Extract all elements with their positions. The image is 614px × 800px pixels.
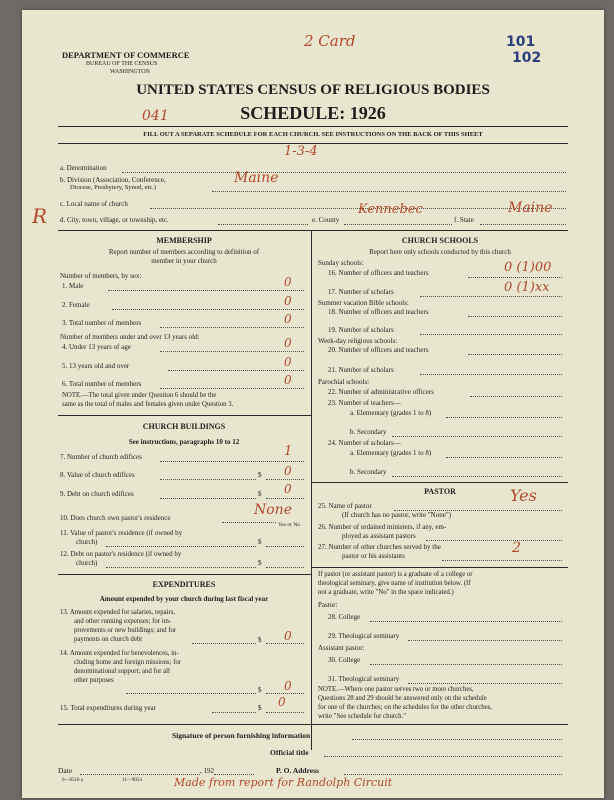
membership-q2: 2. Female [62, 301, 90, 309]
pastor-heading: PASTOR [424, 487, 456, 496]
expenditures-q15: 15. Total expenditures during year [60, 704, 156, 712]
pastor-note-line1: NOTE.—Where one pastor serves two or more churches, [318, 686, 474, 693]
membership-note-1: NOTE.—The total given under Question 6 should be the [62, 392, 217, 399]
schools-q18: 18. Number of officers and teachers [328, 308, 429, 316]
expenditures-q14-dollar: $ [258, 686, 262, 694]
church-schools-heading: CHURCH SCHOOLS [401, 236, 479, 245]
instruction-line: FILL OUT A SEPARATE SCHEDULE FOR EACH CHURCH. SEE INSTRUCTIONS ON THE BACK OF THIS SHEET [143, 131, 483, 138]
buildings-q11-cont: church) [76, 538, 98, 546]
membership-q5: 5. 13 years old and over [62, 362, 130, 370]
summer-schools-label: Summer vacation Bible schools: [318, 299, 409, 307]
schools-q21: 21. Number of scholars [328, 366, 394, 374]
expenditures-q14-line1: 14. Amount expended for benevolences, in- [60, 650, 179, 657]
schools-q16-value: 0 (1)00 [504, 260, 552, 275]
buildings-q11: 11. Value of pastor's residence (if owned by [60, 529, 183, 537]
expenditures-q13-dollar: $ [258, 636, 262, 644]
schools-q24b: b. Secondary [350, 468, 387, 476]
church-buildings-subheading: See instructions, paragraphs 10 to 12 [128, 438, 240, 446]
weekday-schools-label: Week-day religious schools: [318, 337, 398, 345]
expenditures-q13-value: 0 [284, 629, 292, 643]
handwritten-form-number: 041 [142, 108, 169, 124]
schools-q24a: a. Elementary (grades 1 to 8) [350, 449, 432, 457]
buildings-q12-dollar: $ [258, 559, 262, 567]
schools-q17-value: 0 (1)xx [504, 280, 550, 295]
membership-q2-value: 0 [284, 294, 292, 308]
schools-q17: 17. Number of scholars [328, 288, 394, 296]
expenditures-q14-line4: other purposes [74, 677, 114, 684]
pastor-note-line4: write "See schedule for church." [318, 713, 407, 720]
buildings-q12-cont: church) [76, 559, 98, 567]
membership-age-label: Number of members under and over 13 years old: [60, 333, 200, 341]
state-label: f. State [454, 216, 474, 224]
pastor-note-line2: Questions 28 and 29 should be answered only on the schedule [318, 695, 487, 702]
sunday-schools-label: Sunday schools: [318, 259, 364, 267]
schools-q20: 20. Number of officers and teachers [328, 346, 429, 354]
expenditures-q13-line2: and other running expenses; for im- [74, 618, 172, 625]
membership-q5-value: 0 [284, 355, 292, 369]
state-value: Maine [508, 200, 553, 216]
assistant-pastor-label: Assistant pastor: [318, 644, 365, 652]
college-note-line3: not a graduate, write "No" in the space indicated.) [318, 589, 454, 596]
membership-q1-value: 0 [284, 275, 292, 289]
city-label: d. City, town, village, or township, etc. [60, 216, 169, 224]
buildings-q8: 8. Value of church edifices [60, 471, 135, 479]
expenditures-q14-line2: cluding home and foreign missions; for [74, 659, 182, 666]
pastor-q31: 31. Theological seminary [328, 675, 400, 683]
membership-q1: 1. Male [62, 282, 84, 290]
college-note-line2: theological seminary, give name of institution below. (If [318, 580, 471, 587]
print-code: 11—9054 [122, 778, 142, 783]
buildings-q9: 9. Debt on church edifices [60, 490, 134, 498]
membership-q6: 6. Total number of members [62, 380, 142, 388]
pastor-q25-value: Yes [510, 486, 537, 505]
division-value: Maine [234, 170, 279, 186]
schools-q23b: b. Secondary [350, 428, 387, 436]
buildings-q7: 7. Number of church edifices [60, 453, 142, 461]
pastor-note-line3: for one of the churches; on the schedules for the other churches, [318, 704, 493, 711]
census-form-page [22, 10, 604, 798]
pastor-label: Pastor: [318, 601, 338, 609]
form-code: 6—8518 a [62, 778, 83, 783]
pastor-q29: 29. Theological seminary [328, 632, 400, 640]
expenditures-subheading: Amount expended by your church during last fiscal year [99, 595, 269, 603]
schools-q22: 22. Number of administrative officers [328, 388, 434, 396]
church-schools-subheading: Report here only schools conducted by this church [369, 248, 511, 256]
local-name-label: c. Local name of church [60, 200, 128, 208]
division-sublabel: Diocese, Presbytery, Synod, etc.) [70, 184, 157, 191]
buildings-q10: 10. Does church own pastor's residence [60, 514, 171, 522]
pastor-q30: 30. College [328, 656, 361, 664]
schools-q23a: a. Elementary (grades 1 to 8) [350, 409, 432, 417]
stamped-number-bottom: 102 [512, 50, 542, 66]
expenditures-q13-line1: 13. Amount expended for salaries, repairs, [60, 609, 176, 616]
buildings-q9-dollar: $ [258, 490, 262, 498]
buildings-q12: 12. Debt on pastor's residence (if owned by [60, 550, 182, 558]
pastor-q26: 26. Number of ordained ministers, if any, em- [318, 523, 447, 531]
membership-by-sex-label: Number of members, by sex: [60, 272, 142, 280]
official-title-label: Official title [270, 748, 309, 757]
schools-q16: 16. Number of officers and teachers [328, 269, 429, 277]
schools-q19: 19. Number of scholars [328, 326, 394, 334]
buildings-q7-value: 1 [284, 444, 293, 459]
yes-or-no-label: Yes or No [278, 522, 301, 528]
buildings-q9-value: 0 [284, 482, 292, 496]
expenditures-q14-line3: denominational support; and for all [74, 668, 170, 675]
handwritten-r-mark: R [32, 204, 48, 228]
pastor-q25-note: (If church has no pastor, write "None") [342, 511, 452, 519]
pastor-q27: 27. Number of other churches served by the [318, 543, 441, 551]
membership-q3-value: 0 [284, 312, 292, 326]
membership-q4-value: 0 [284, 336, 292, 350]
expenditures-q13-line3: provements or new buildings; and for [74, 627, 177, 634]
denomination-value: 1-3-4 [284, 144, 318, 159]
handwritten-card-note: 2 Card [304, 32, 356, 50]
expenditures-heading: EXPENDITURES [152, 580, 216, 589]
schools-q24: 24. Number of scholars— [328, 439, 401, 447]
pastor-q25: 25. Name of pastor [318, 502, 372, 510]
membership-q6-value: 0 [284, 373, 292, 387]
parochial-schools-label: Parochial schools: [318, 378, 370, 386]
buildings-q8-dollar: $ [258, 471, 262, 479]
expenditures-q13-line4: payments on church debt [74, 636, 143, 643]
county-label: e. County [312, 216, 340, 224]
membership-note-2: same as the total of males and females given under Question 3. [62, 401, 234, 408]
po-address-label: P. O. Address [276, 766, 319, 775]
membership-subheading-2: member in your church [151, 257, 217, 265]
schedule-title: SCHEDULE: 1926 [240, 103, 386, 123]
division-label: b. Division (Association, Conference, [60, 176, 166, 184]
buildings-q10-value: None [254, 502, 292, 518]
expenditures-q15-dollar: $ [258, 704, 262, 712]
pastor-q27-cont: pastor or his assistants [342, 552, 405, 560]
college-note-line1: If pastor (or assistant pastor) is a graduate of a college or [318, 571, 473, 578]
pastor-q27-value: 2 [512, 540, 521, 556]
signature-label: Signature of person furnishing information [172, 731, 311, 740]
pastor-q28: 28. College [328, 613, 361, 621]
church-buildings-heading: CHURCH BUILDINGS [142, 422, 226, 431]
bureau-city: WASHINGTON [110, 69, 150, 75]
form-title: UNITED STATES CENSUS OF RELIGIOUS BODIES [136, 82, 490, 98]
denomination-label: a. Denomination [60, 164, 107, 172]
bureau-name: BUREAU OF THE CENSUS [86, 61, 158, 67]
stamped-number-top: 101 [506, 34, 536, 50]
membership-q4: 4. Under 13 years of age [62, 343, 131, 351]
handwritten-footer-note: Made from report for Randolph Circuit [174, 776, 393, 789]
schools-q23: 23. Number of teachers— [328, 399, 401, 407]
buildings-q8-value: 0 [284, 464, 292, 478]
expenditures-q14-value: 0 [284, 679, 292, 693]
membership-heading: MEMBERSHIP [156, 236, 212, 245]
expenditures-q15-value: 0 [278, 695, 286, 709]
year-prefix: , 192 [200, 767, 214, 775]
membership-subheading-1: Report number of members according to definition of [108, 248, 260, 256]
pastor-q26-cont: ployed as assistant pastors [342, 532, 416, 540]
department-name: DEPARTMENT OF COMMERCE [62, 50, 190, 60]
membership-q3: 3. Total number of members [62, 319, 142, 327]
date-label: Date [58, 766, 73, 775]
county-value: Kennebec [358, 202, 423, 217]
buildings-q11-dollar: $ [258, 538, 262, 546]
